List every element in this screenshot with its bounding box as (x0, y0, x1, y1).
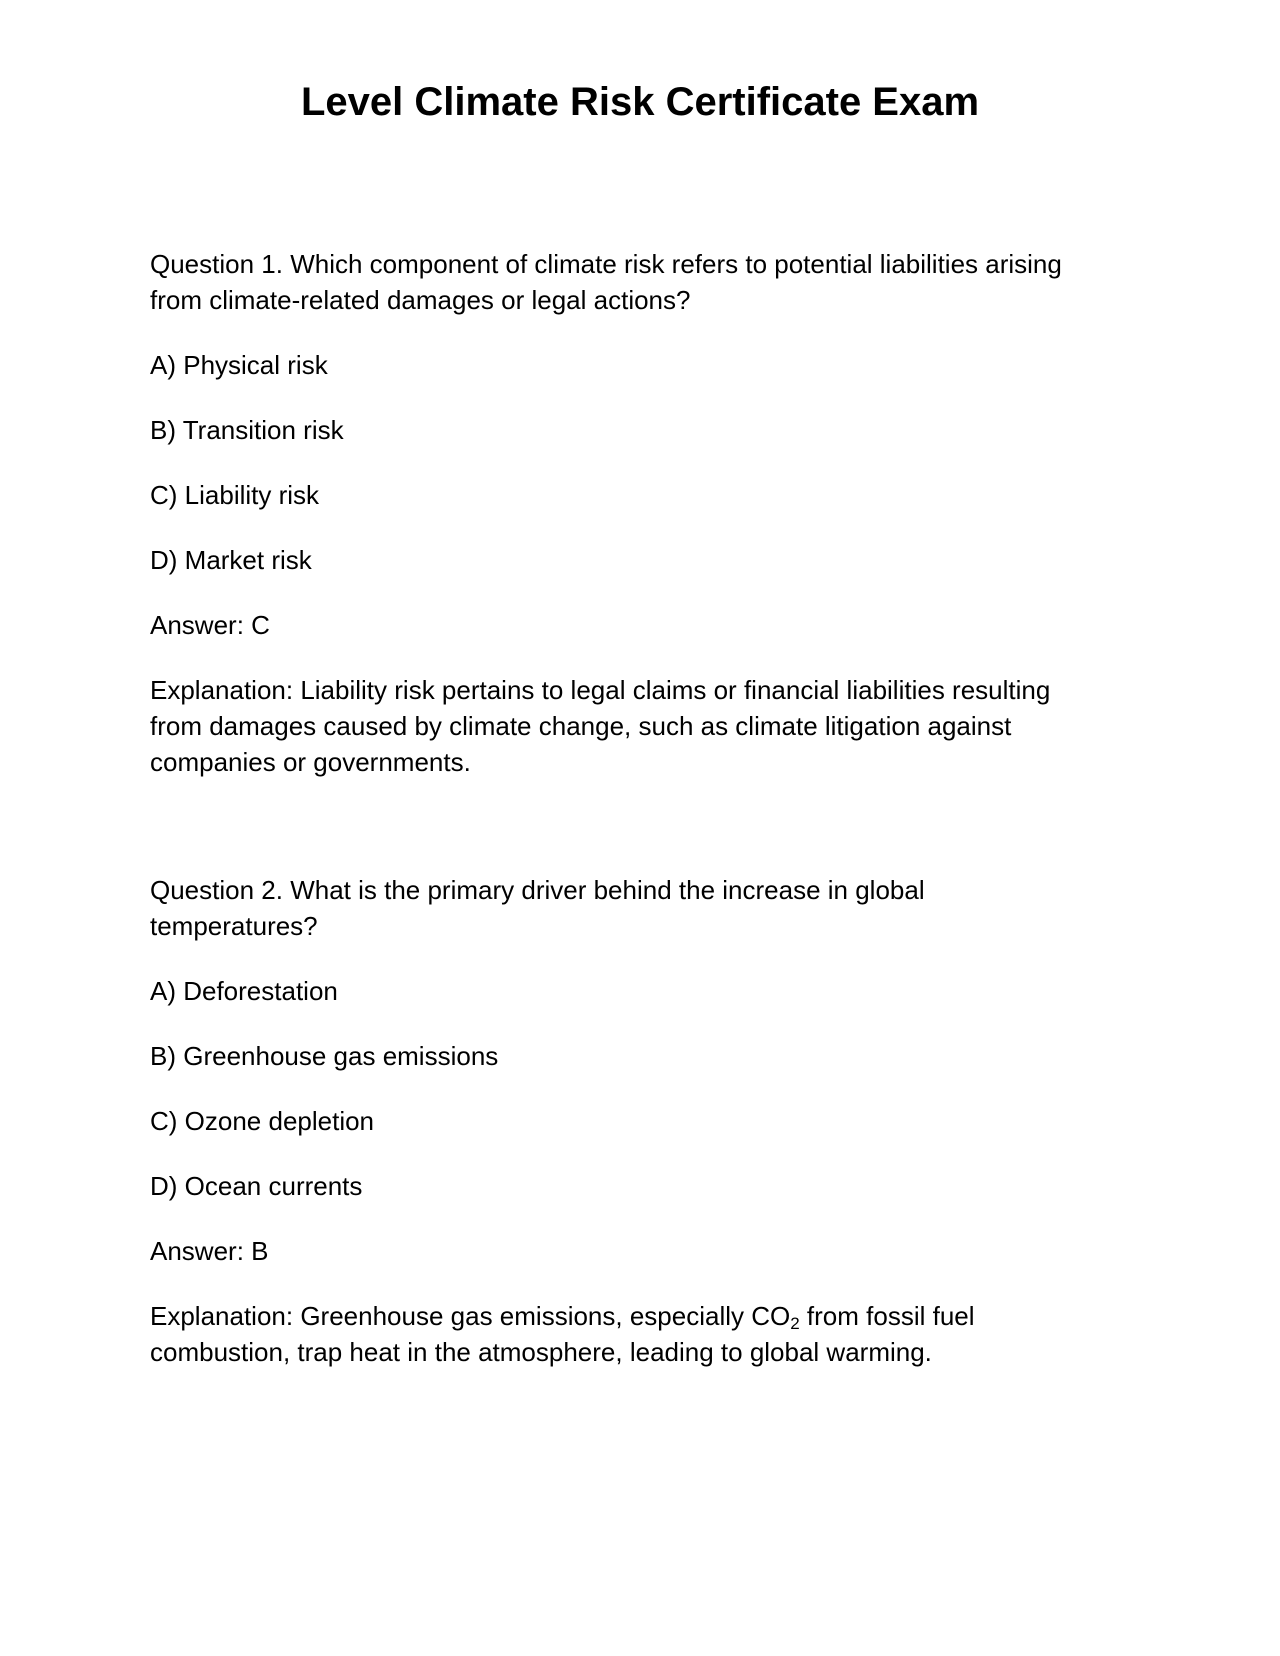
question-2-explanation-line-2: combustion, trap heat in the atmosphere, leading to global warming. (150, 1337, 932, 1367)
question-2-text-line-1: Question 2. What is the primary driver behind the increase in global (150, 875, 925, 905)
co2-subscript: 2 (790, 1314, 800, 1333)
question-2-explanation-line-1 (150, 1298, 1130, 1334)
question-1-answer: Answer: C (150, 610, 270, 640)
page-title: Level Climate Risk Certificate Exam (300, 80, 980, 124)
question-1-text-line-2: from climate-related damages or legal actions? (150, 285, 691, 315)
question-2-option-d: D) Ocean currents (150, 1171, 363, 1201)
question-2-answer: Answer: B (150, 1236, 269, 1266)
question-1 (150, 246, 1130, 780)
question-2-explanation-pre: Explanation: Greenhouse gas emissions, especially CO (150, 1301, 791, 1331)
question-2-option-b: B) Greenhouse gas emissions (150, 1041, 499, 1071)
question-2 (150, 872, 1130, 1370)
question-1-explanation-line-2: from damages caused by climate change, such as climate litigation against (150, 711, 1012, 741)
question-1-text-line-1: Question 1. Which component of climate risk refers to potential liabilities arising (150, 249, 1062, 279)
question-1-explanation-line-1: Explanation: Liability risk pertains to legal claims or financial liabilities resulting (150, 675, 1051, 705)
question-2-option-c: C) Ozone depletion (150, 1106, 375, 1136)
question-1-option-d: D) Market risk (150, 545, 312, 575)
question-1-option-a: A) Physical risk (150, 350, 328, 380)
question-1-option-b: B) Transition risk (150, 415, 344, 445)
question-2-option-a: A) Deforestation (150, 976, 338, 1006)
question-1-option-c: C) Liability risk (150, 480, 320, 510)
question-1-explanation-line-3: companies or governments. (150, 747, 471, 777)
question-2-text-line-2: temperatures? (150, 911, 318, 941)
question-2-explanation-post: from fossil fuel (799, 1301, 975, 1331)
